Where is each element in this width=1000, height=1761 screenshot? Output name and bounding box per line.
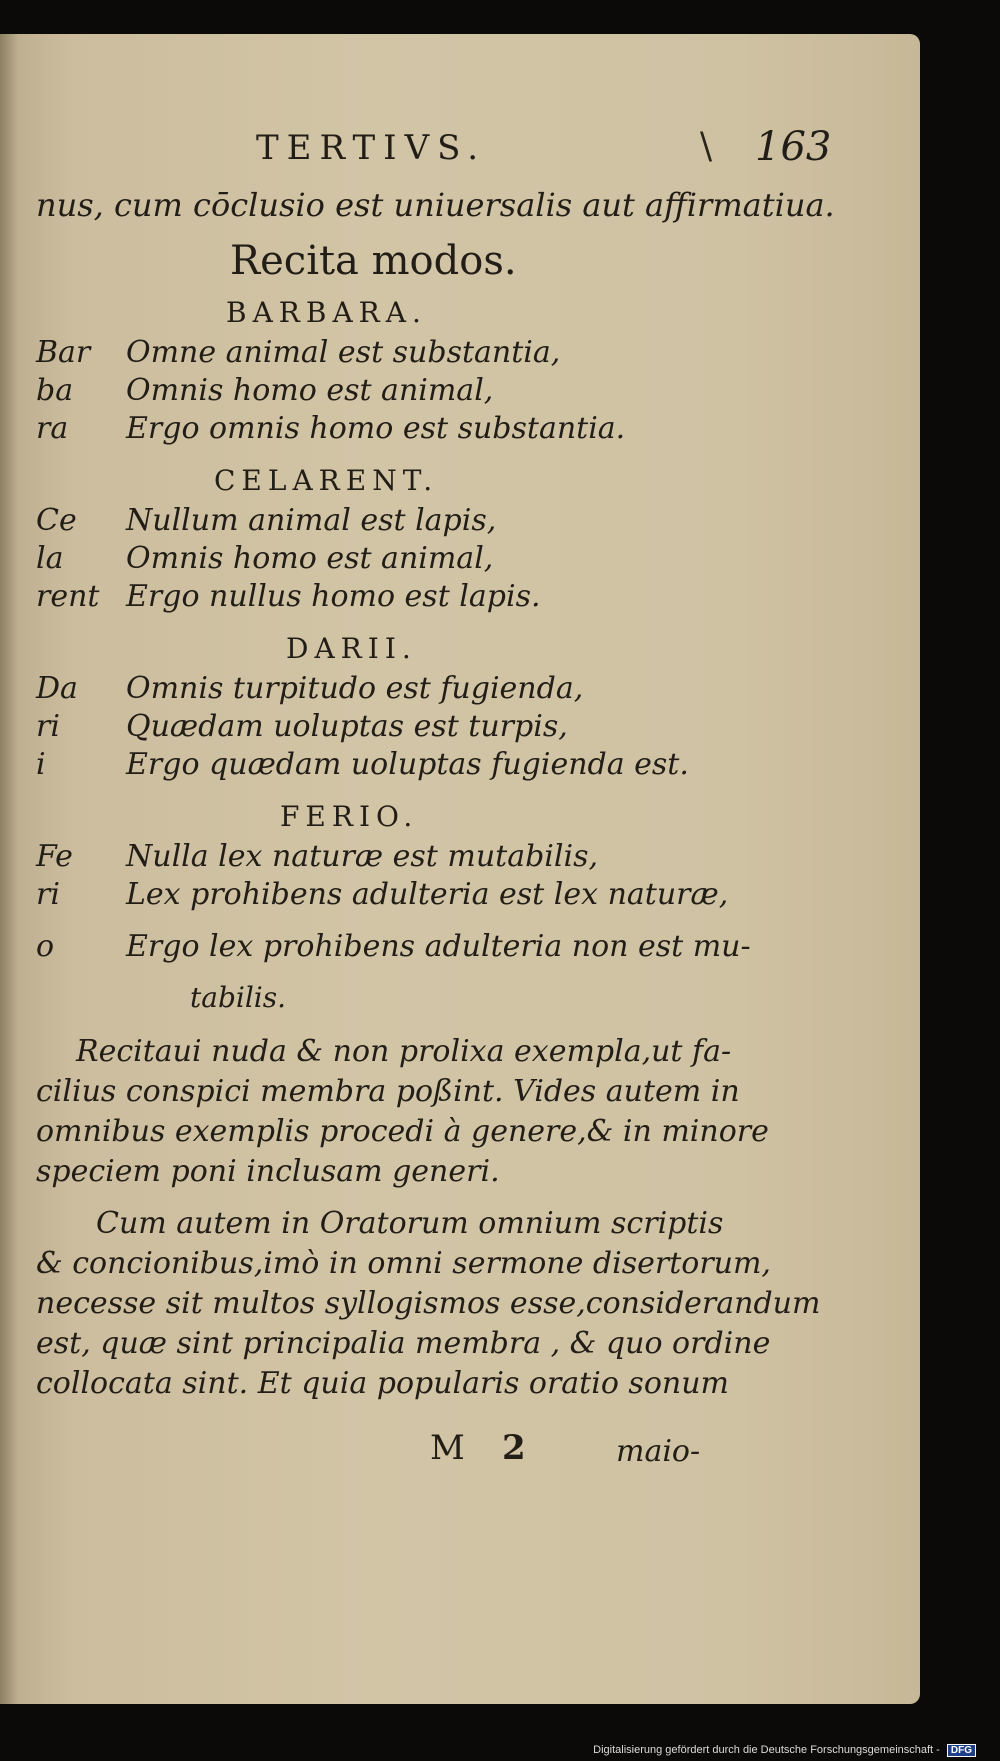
premise-line: Omnis turpitudo est fugienda,: [126, 671, 584, 706]
paragraph-line: omnibus exemplis procedi à genere,& in minore: [36, 1114, 769, 1149]
mood-heading: BARBARA.: [226, 296, 427, 329]
running-title: TERTIVS.: [256, 128, 487, 168]
mood-syllable: ri: [36, 877, 60, 912]
page-number: 163: [755, 124, 832, 170]
mood-heading: CELARENT.: [214, 464, 439, 497]
paragraph-line: necesse sit multos syllogismos esse,considerandum: [36, 1286, 821, 1321]
paragraph-line: & concionibus,imò in omni sermone disertorum,: [36, 1246, 771, 1281]
paragraph-line: speciem poni inclusam generi.: [36, 1154, 500, 1189]
page-edge-shadow: [0, 34, 18, 1704]
mood-syllable: rent: [36, 579, 100, 614]
conclusion-line: Ergo quædam uoluptas fugienda est.: [126, 747, 689, 782]
paragraph-line: cilius conspici membra poßint. Vides autem in: [36, 1074, 740, 1109]
mood-syllable: Bar: [36, 335, 91, 370]
mood-syllable: ra: [36, 411, 69, 446]
header-mark: \: [700, 126, 713, 167]
mood-syllable: la: [36, 541, 64, 576]
conclusion-continuation: tabilis.: [190, 981, 287, 1014]
dfg-logo: DFG: [947, 1744, 976, 1757]
mood-syllable: Ce: [36, 503, 77, 538]
mood-heading: FERIO.: [280, 800, 419, 833]
section-title: Recita modos.: [230, 238, 517, 284]
mood-syllable: Fe: [36, 839, 73, 874]
digitization-credit: [593, 1744, 976, 1757]
mood-syllable: Da: [36, 671, 78, 706]
paragraph-line: est, quæ sint principalia membra , & quo ordine: [36, 1326, 771, 1361]
conclusion-line: Ergo lex prohibens adulteria non est mu-: [126, 929, 751, 964]
premise-line: Nullum animal est lapis,: [126, 503, 497, 538]
premise-line: Lex prohibens adulteria est lex naturæ,: [126, 877, 729, 912]
premise-line: Omne animal est substantia,: [126, 335, 561, 370]
mood-syllable: i: [36, 747, 46, 782]
mood-heading: DARII.: [286, 632, 417, 665]
book-page: [0, 34, 920, 1704]
premise-line: Omnis homo est animal,: [126, 541, 494, 576]
credit-text: Digitalisierung gefördert durch die Deutsche Forschungsgemeinschaft -: [593, 1744, 940, 1756]
premise-line: Omnis homo est animal,: [126, 373, 494, 408]
paragraph-line: Recitaui nuda & non prolixa exempla,ut fa-: [76, 1034, 732, 1069]
mood-syllable: ri: [36, 709, 60, 744]
text-line: nus, cum cōclusio est uniuersalis aut affirmatiua.: [36, 186, 835, 224]
conclusion-line: Ergo omnis homo est substantia.: [126, 411, 626, 446]
signature-mark: M: [430, 1428, 465, 1468]
mood-syllable: o: [36, 929, 55, 964]
premise-line: Quædam uoluptas est turpis,: [126, 709, 568, 744]
conclusion-line: Ergo nullus homo est lapis.: [126, 579, 541, 614]
catchword: maio-: [616, 1434, 701, 1469]
paragraph-line: Cum autem in Oratorum omnium scriptis: [96, 1206, 724, 1241]
paragraph-line: collocata sint. Et quia popularis oratio sonum: [36, 1366, 729, 1401]
premise-line: Nulla lex naturæ est mutabilis,: [126, 839, 599, 874]
signature-number: 2: [502, 1428, 526, 1468]
mood-syllable: ba: [36, 373, 74, 408]
